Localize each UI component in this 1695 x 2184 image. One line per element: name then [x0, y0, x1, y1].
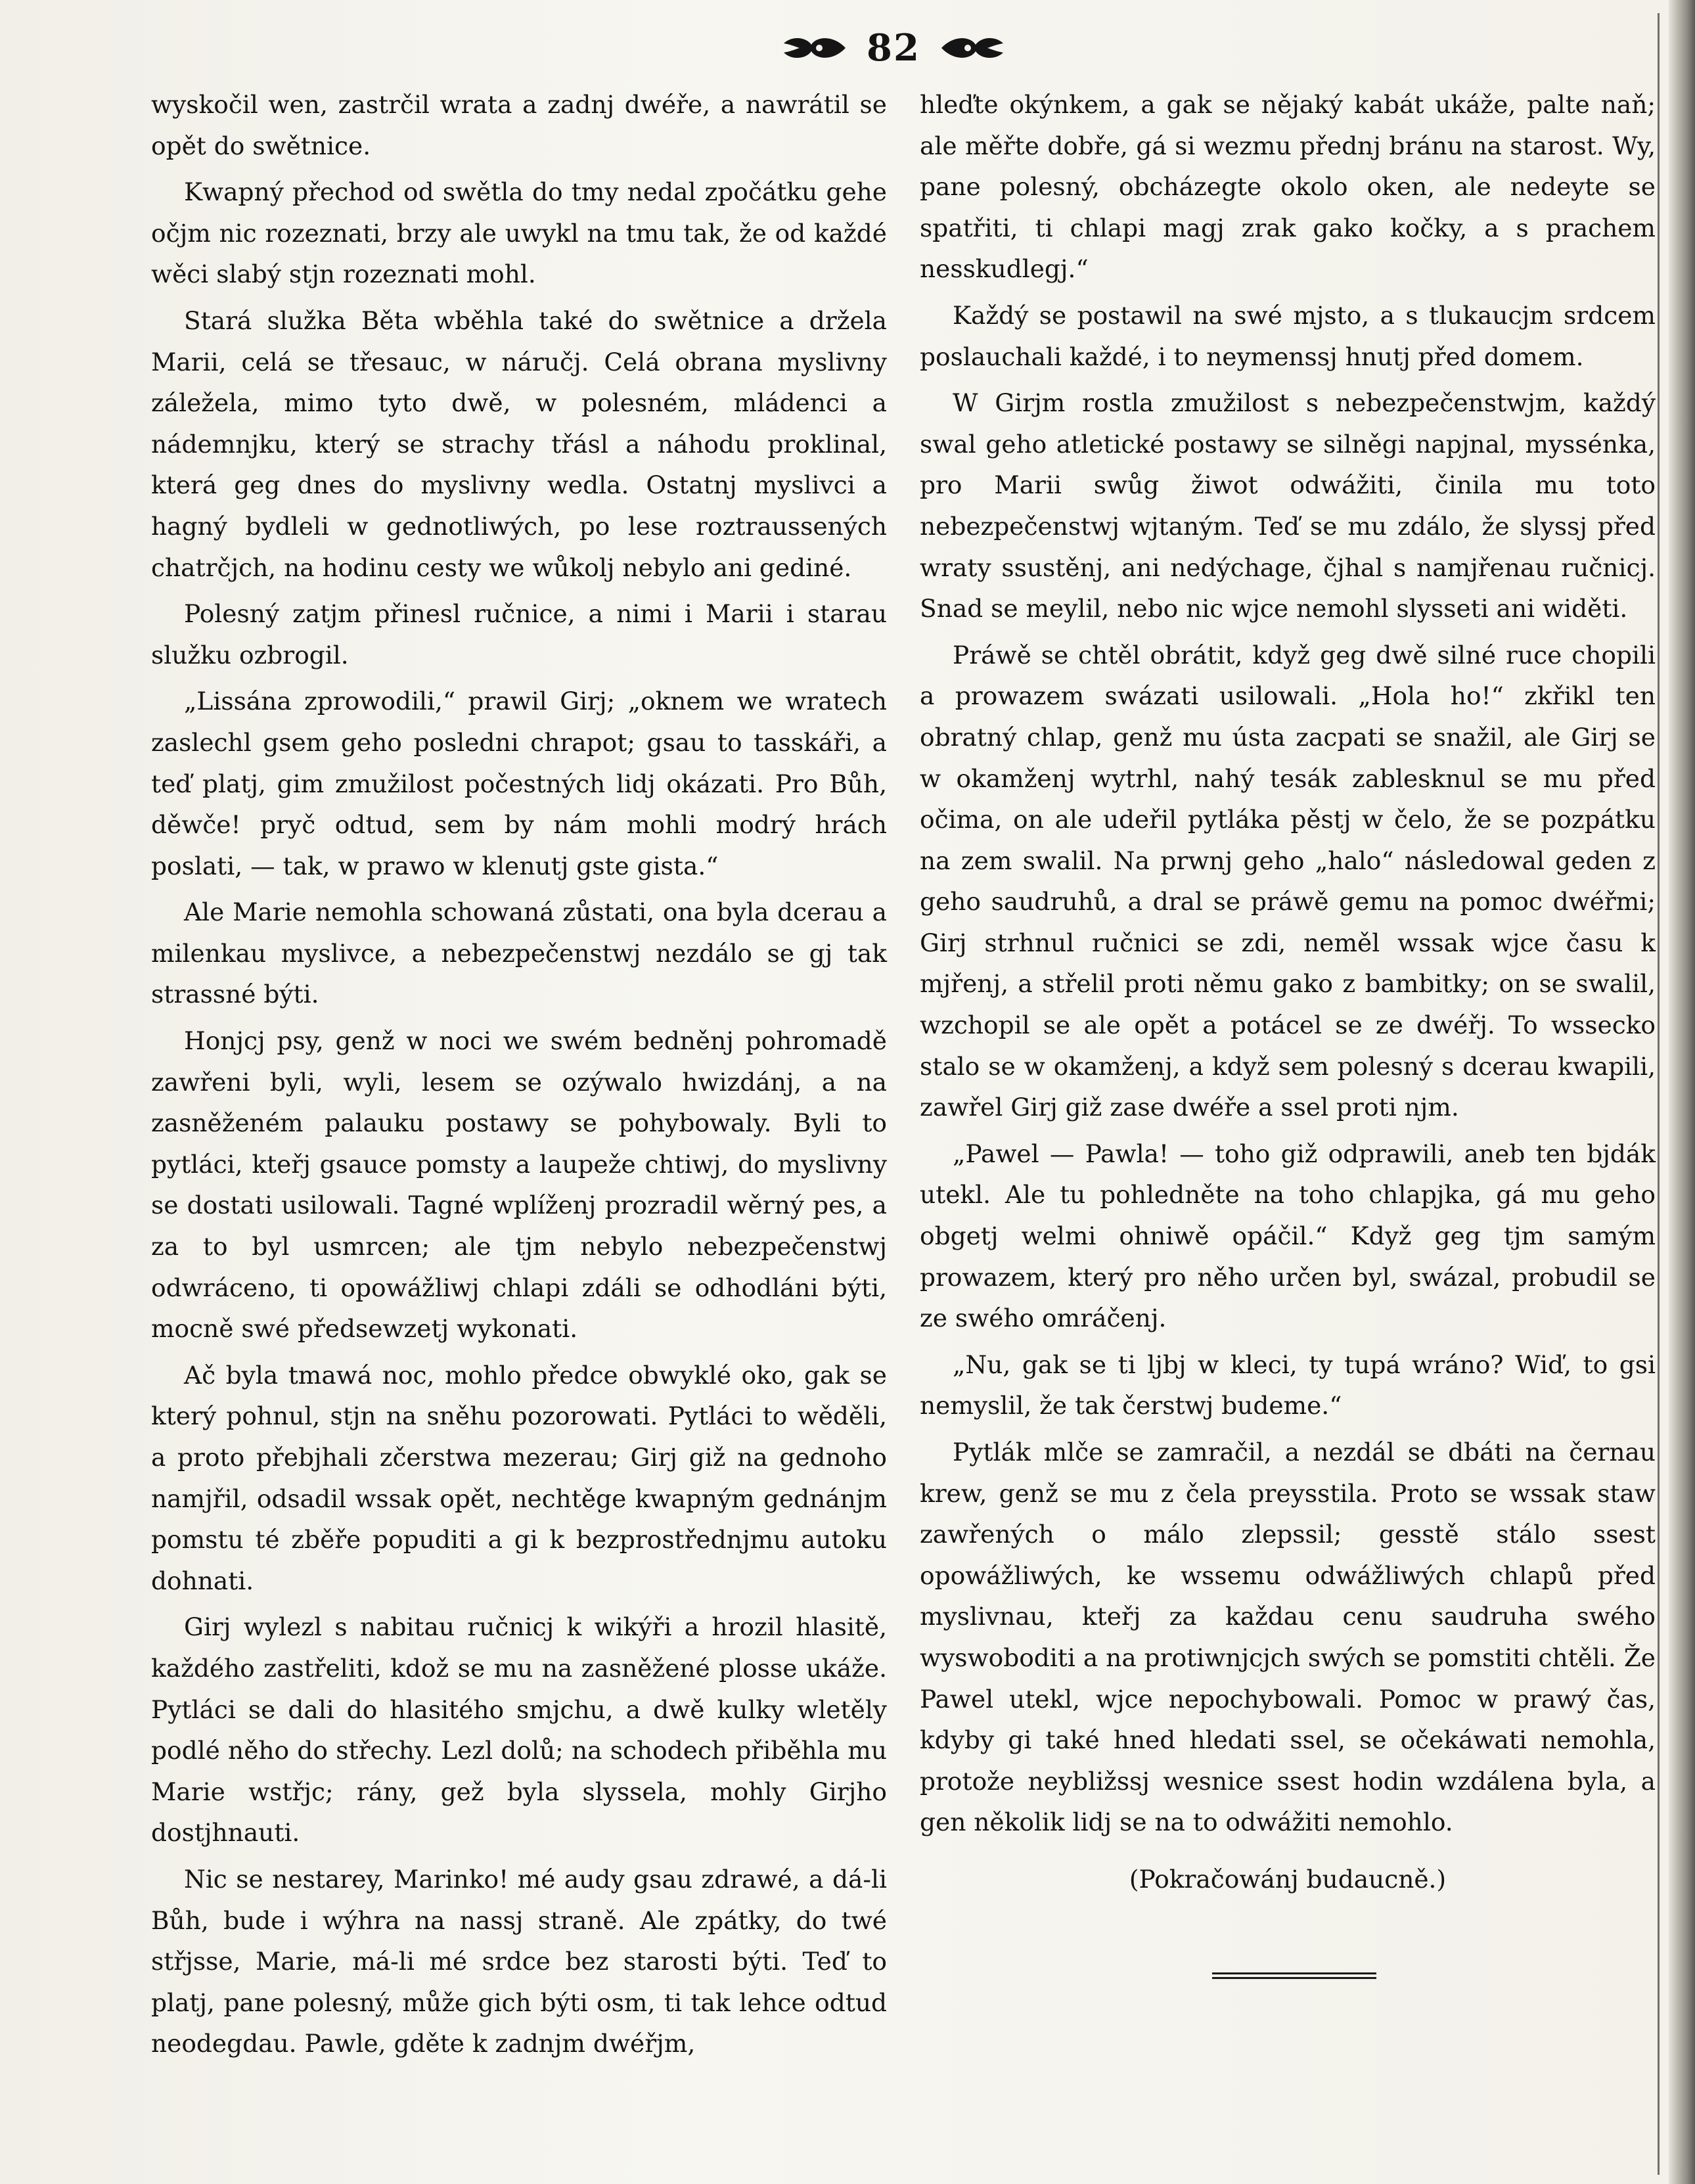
paragraph: Kwapný přechod od swětla do tmy nedal zpočátku gehe očjm nic rozeznati, brzy ale uwykl na tmu tak, že od každé wěci slabý stjn rozeznati mohl.: [151, 177, 887, 289]
fleuron-left-icon: [780, 30, 852, 66]
paragraph: „Lissána zprowodili,“ prawil Girj; „oknem we wratech zaslechl gsem geho posledni chrapot; gsau to tasskáři, a teď platj, gim zmužilost počestných lidj okázati. Pro Bůh, děwče! pryč odtud, sem by nám mohli modrý hrách poslati, — tak, w prawo w klenutj gste gista.“: [151, 687, 887, 880]
page-header: [756, 18, 1031, 78]
paragraph: Stará služka Běta wběhla také do swětnice a držela Marii, celá se třesauc, w náručj. Celá obrana myslivny záležela, mimo tyto dwě, w polesném, mládenci a nádemnjku, který se strachy třásl a náhodu proklinal, která geg dnes do myslivny wedla. Ostatnj myslivci a hagný bydleli w gednotliwých, po lese roztraussených chatrčjch, na hodinu cesty we wůkolj nebylo ani gediné.: [151, 306, 887, 582]
page-edge-shadow: [1669, 0, 1695, 2184]
left-column: [151, 84, 887, 2070]
paragraph: Ač byla tmawá noc, mohlo předce obwyklé oko, gak se který pohnul, stjn na sněhu pozorowati. Pytláci to wěděli, a proto přebjhali zčerstwa mezerau; Girj giž na gednoho namjřil, odsadil wssak opět, nechtěge kwapným gednánjm pomstu té zběře popuditi a gi k bezprostřednjmu autoku dohnati.: [151, 1360, 887, 1595]
paragraph: Nic se nestarey, Marinko! mé audy gsau zdrawé, a dá-li Bůh, bude i wýhra na nassj straně. Ale zpátky, do twé střjsse, Marie, má-li mé srdce bez starosti býti. Teď to platj, pane polesný, může gich býti osm, ti tak lehce odtud neodegdau. Pawle, gděte k zadnjm dwéřjm,: [151, 1864, 887, 2059]
continued-note: (Pokračowánj budaucně.): [1129, 1864, 1447, 1894]
page-edge-line: [1658, 13, 1660, 2175]
paragraph: Girj wylezl s nabitau ručnicj k wikýři a hrozil hlasitě, každého zastřeliti, kdož se mu na zasněžené plosse ukáže. Pytláci se dali do hlasitého smjchu, a dwě kulky wletěly podlé něho do střechy. Lezl dolů; na schodech přiběhla mu Marie wstřjc; rány, gež byla slyssela, mohly Girjho dostjhnauti.: [151, 1612, 887, 1848]
paragraph: „Nu, gak se ti ljbj w kleci, ty tupá wráno? Wiď, to gsi nemyslil, že tak čerstwj budeme.“: [920, 1350, 1656, 1421]
paragraph: Ale Marie nemohla schowaná zůstati, ona byla dcerau a milenkau myslivce, a nebezpečenstwj nezdálo se gj tak strassné býti.: [151, 898, 887, 1009]
paragraph: „Pawel — Pawla! — toho giž odprawili, aneb ten bjdák utekl. Ale tu pohledněte na toho chlapjka, gá mu geho obgetj welmi ohniwě opáčil.“ Když geg tjm samým prowazem, který pro něho určen byl, swázal, probudil se ze swého omráčenj.: [920, 1139, 1656, 1333]
paragraph: hleďte okýnkem, a gak se nějaký kabát ukáže, palte naň; ale měřte dobře, gá si wezmu přednj bránu na starost. Wy, pane polesný, obcházegte okolo oken, ale nedeyte se spatřiti, ti chlapi magj zrak gako kočky, a s prachem nesskudlegj.“: [920, 90, 1656, 284]
paragraph: Každý se postawil na swé mjsto, a s tlukaucjm srdcem poslauchali každé, i to neymenssj hnutj před domem.: [920, 300, 1656, 371]
paragraph: Práwě se chtěl obrátit, když geg dwě silné ruce chopili a prowazem swázati usilowali. „Hola ho!“ zkřikl ten obratný chlap, genž mu ústa zacpati se snažil, ale Girj se w okamženj wytrhl, nahý tesák zablesknul se mu před očima, on ale udeřil pytláka pěstj w čelo, že se pozpátku na zem swalil. Na prwnj geho „halo“ následowal geden z geho saudruhů, a dral se práwě gemu na pomoc dwéřmi; Girj strhnul ručnici se zdi, neměl wssak wjce času k mjřenj, a střelil proti němu gako z bambitky; on se swalil, wzchopil se ale opět a potácel se ze dwéřj. To wssecko stalo se w okamženj, a když sem polesný s dcerau kwapili, zawřel Girj giž zase dwéře a ssel proti njm.: [920, 640, 1656, 1122]
paragraph: Honjcj psy, genž w noci we swém bedněnj pohromadě zawřeni byli, wyli, lesem se ozýwalo hwizdánj, a na zasněženém palauku postawy se pohybowaly. Byli to pytláci, kteřj gsauce pomsty a laupeže chtiwj, do myslivny se dostati usilowali. Tagné wplíženj prozradil wěrný pes, a za to byl usmrcen; ale tjm nebylo nebezpečenstwj odwráceno, ti opowážliwj chlapi zdáli se odhodláni býti, mocně swé předsewzetj wykonati.: [151, 1026, 887, 1344]
fleuron-right-icon: [935, 30, 1007, 66]
paragraph: Pytlák mlče se zamračil, a nezdál se dbáti na černau krew, genž se mu z čela preysstila. Proto se wssak staw zawřených o málo zlepssil; gesstě stálo ssest opowážliwých, ke wssemu odwážliwých chlapů před myslivnau, kteřj za každau cenu saudruha swého wyswoboditi a na protiwnjcjch swých se pomstiti chtěli. Že Pawel utekl, wjce nepochybowali. Pomoc w prawý čas, kdyby gi také hned hledati ssel, se očekáwati nemohla, protože neybližssj wesnice ssest hodin wzdálena byla, a gen několik lidj se na to odwážiti nemohlo.: [920, 1438, 1656, 1837]
paragraph: Polesný zatjm přinesl ručnice, a nimi i Marii i starau služku ozbrogil.: [151, 599, 887, 670]
section-divider: [1212, 1972, 1376, 1982]
paragraph: W Girjm rostla zmužilost s nebezpečenstwjm, každý swal geho atletické postawy se silněgi napjnal, myssénka, pro Marii swůg žiwot odwážiti, činila mu toto nebezpečenstwj wjtaným. Teď se mu zdálo, že slyssj před wraty ssustěnj, ani nedýchage, čjhal s namjřenau ručnicj. Snad se meylil, nebo nic wjce nemohl slysseti ani widěti.: [920, 388, 1656, 624]
right-column: [920, 84, 1656, 1905]
page-number: 82: [867, 26, 920, 70]
paragraph: wyskočil wen, zastrčil wrata a zadnj dwéře, a nawrátil se opět do swětnice.: [151, 90, 887, 160]
